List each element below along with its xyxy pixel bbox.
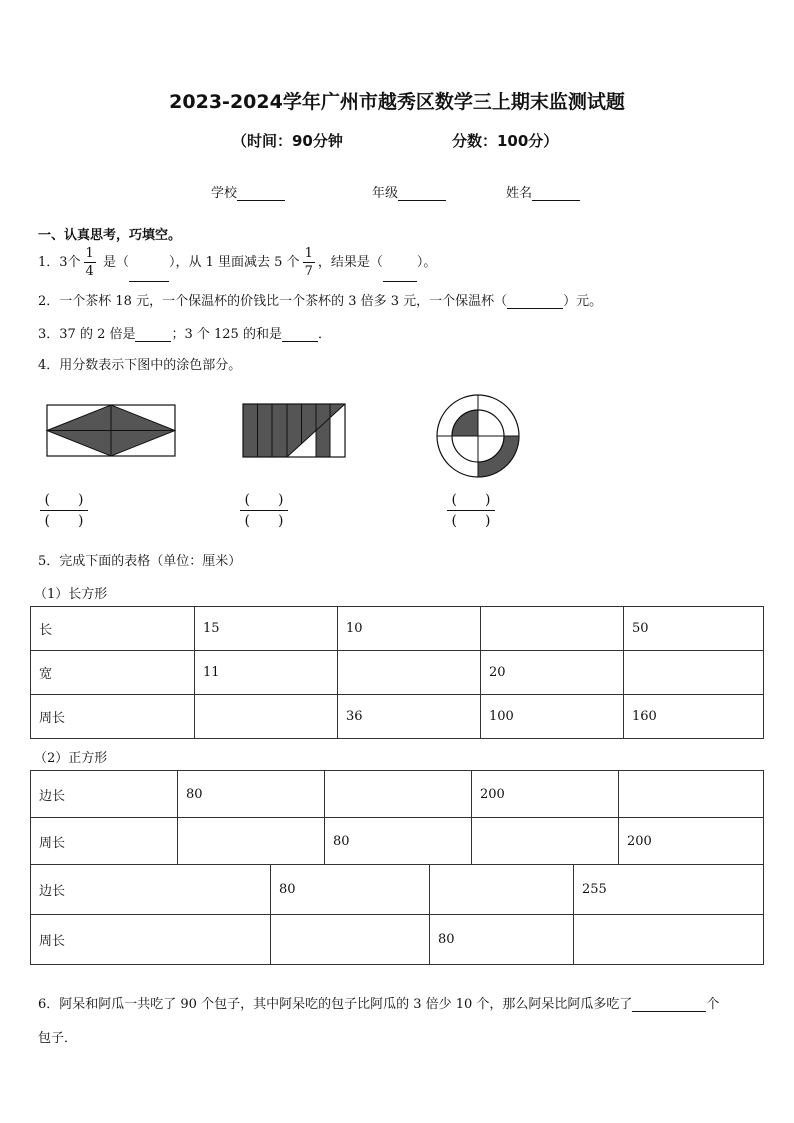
q1-text: ），从 1 里面减去 5 个 xyxy=(168,255,300,270)
question-1 xyxy=(38,244,436,282)
table-cell[interactable]: 20 xyxy=(481,651,624,695)
table-cell[interactable]: 200 xyxy=(619,818,764,865)
paren-open: ( xyxy=(44,513,50,529)
question-2 xyxy=(38,290,602,309)
q1-frac1-den: 4 xyxy=(85,264,94,279)
q6-blank[interactable] xyxy=(632,1011,706,1012)
q1-text: ，结果是（ xyxy=(317,255,383,270)
table-cell[interactable]: 11 xyxy=(195,651,338,695)
question-6 xyxy=(38,993,758,1012)
table-cell[interactable]: 80 xyxy=(325,818,472,865)
paren-close: ) xyxy=(278,513,284,529)
table-cell: 周长 xyxy=(31,818,178,865)
ring-figure xyxy=(437,395,519,477)
q1-frac2-num: 1 xyxy=(304,246,313,261)
q4-figures xyxy=(0,380,794,480)
fraction-1-4 xyxy=(84,247,96,278)
rectangle-table xyxy=(30,606,764,739)
table-cell: 周长 xyxy=(31,915,271,965)
school-field xyxy=(211,182,285,201)
q6-text: 6．阿呆和阿瓜一共吃了 90 个包子，其中阿呆吃的包子比阿瓜的 3 倍少 10 个，那么阿呆比阿瓜多吃了 xyxy=(38,997,633,1012)
name-blank[interactable] xyxy=(532,200,580,201)
q3-blank-1[interactable] xyxy=(135,341,171,342)
section-heading: 一、认真思考，巧填空。 xyxy=(38,228,182,243)
grade-label: 年级 xyxy=(372,186,399,201)
table-cell[interactable]: 80 xyxy=(271,865,430,915)
paren-open: ( xyxy=(451,513,457,529)
rectangle-subheading: （1）长方形 xyxy=(34,587,108,602)
table-row xyxy=(31,771,764,818)
q1-text: 1．3个 xyxy=(38,255,81,270)
table-cell[interactable] xyxy=(325,771,472,818)
school-blank[interactable] xyxy=(237,200,285,201)
paren-close: ) xyxy=(485,513,491,529)
q2-text: ）元。 xyxy=(563,294,603,309)
question-6-continued: 包子． xyxy=(38,1031,78,1046)
table-cell[interactable] xyxy=(195,695,338,739)
q3-text: ． xyxy=(317,327,331,342)
table-cell[interactable]: 200 xyxy=(472,771,619,818)
q1-text: 是（ xyxy=(102,255,129,270)
table-cell: 宽 xyxy=(31,651,195,695)
table-row xyxy=(31,607,764,651)
answer-fraction-2[interactable] xyxy=(240,490,288,531)
table-row xyxy=(31,695,764,739)
table-row xyxy=(31,818,764,865)
question-3 xyxy=(38,323,331,342)
q1-text: ）。 xyxy=(416,255,437,270)
striped-rectangle-figure xyxy=(243,404,345,457)
table-cell[interactable]: 50 xyxy=(624,607,764,651)
table-cell: 边长 xyxy=(31,771,178,818)
table-cell[interactable] xyxy=(624,651,764,695)
q3-blank-2[interactable] xyxy=(282,341,318,342)
grade-field xyxy=(372,182,446,201)
name-label: 姓名 xyxy=(506,186,533,201)
fraction-1-7 xyxy=(303,247,315,278)
table-cell[interactable] xyxy=(430,865,574,915)
paren-close: ) xyxy=(485,492,491,508)
rhombus-in-rectangle-figure xyxy=(47,405,175,456)
table-cell[interactable] xyxy=(481,607,624,651)
q6-text: 个 xyxy=(706,997,720,1012)
paren-close: ) xyxy=(278,492,284,508)
table-cell[interactable] xyxy=(271,915,430,965)
grade-blank[interactable] xyxy=(398,200,446,201)
question-4: 4．用分数表示下图中的涂色部分。 xyxy=(38,358,242,373)
paren-open: ( xyxy=(244,492,250,508)
table-cell[interactable] xyxy=(619,771,764,818)
q1-frac2-den: 7 xyxy=(304,264,313,279)
table-cell[interactable]: 36 xyxy=(338,695,481,739)
paren-close: ) xyxy=(78,513,84,529)
q1-frac1-num: 1 xyxy=(85,246,94,261)
school-label: 学校 xyxy=(211,186,238,201)
paren-open: ( xyxy=(451,492,457,508)
table-cell[interactable]: 100 xyxy=(481,695,624,739)
table-cell[interactable] xyxy=(574,915,764,965)
square-table-2 xyxy=(30,864,764,965)
table-row xyxy=(31,915,764,965)
table-cell[interactable] xyxy=(472,818,619,865)
table-cell[interactable]: 80 xyxy=(178,771,325,818)
table-cell[interactable] xyxy=(178,818,325,865)
table-row xyxy=(31,865,764,915)
time-limit: （时间：90分钟 xyxy=(232,132,343,150)
q3-text: 3．37 的 2 倍是 xyxy=(38,327,136,342)
table-cell: 边长 xyxy=(31,865,271,915)
q1-blank-2[interactable] xyxy=(383,281,417,282)
table-cell[interactable] xyxy=(338,651,481,695)
answer-fraction-3[interactable] xyxy=(447,490,495,531)
table-cell: 周长 xyxy=(31,695,195,739)
table-cell[interactable]: 255 xyxy=(574,865,764,915)
table-cell[interactable]: 80 xyxy=(430,915,574,965)
square-subheading: （2）正方形 xyxy=(34,751,108,766)
table-cell[interactable]: 160 xyxy=(624,695,764,739)
name-field xyxy=(506,182,580,201)
question-5: 5．完成下面的表格（单位：厘米） xyxy=(38,554,242,569)
table-row xyxy=(31,651,764,695)
square-table-1 xyxy=(30,770,764,865)
page-title: 2023-2024学年广州市越秀区数学三上期末监测试题 xyxy=(169,91,625,113)
table-cell: 长 xyxy=(31,607,195,651)
paren-open: ( xyxy=(44,492,50,508)
q2-blank[interactable] xyxy=(507,308,563,309)
table-cell[interactable]: 10 xyxy=(338,607,481,651)
total-score: 分数：100分） xyxy=(452,132,559,150)
q1-blank-1[interactable] xyxy=(129,281,169,282)
q3-text: ；3 个 125 的和是 xyxy=(171,327,282,342)
paren-open: ( xyxy=(244,513,250,529)
q2-text: 2．一个茶杯 18 元，一个保温杯的价钱比一个茶杯的 3 倍多 3 元，一个保温杯（ xyxy=(38,294,508,309)
paren-close: ) xyxy=(78,492,84,508)
table-cell[interactable]: 15 xyxy=(195,607,338,651)
answer-fraction-1[interactable] xyxy=(40,490,88,531)
